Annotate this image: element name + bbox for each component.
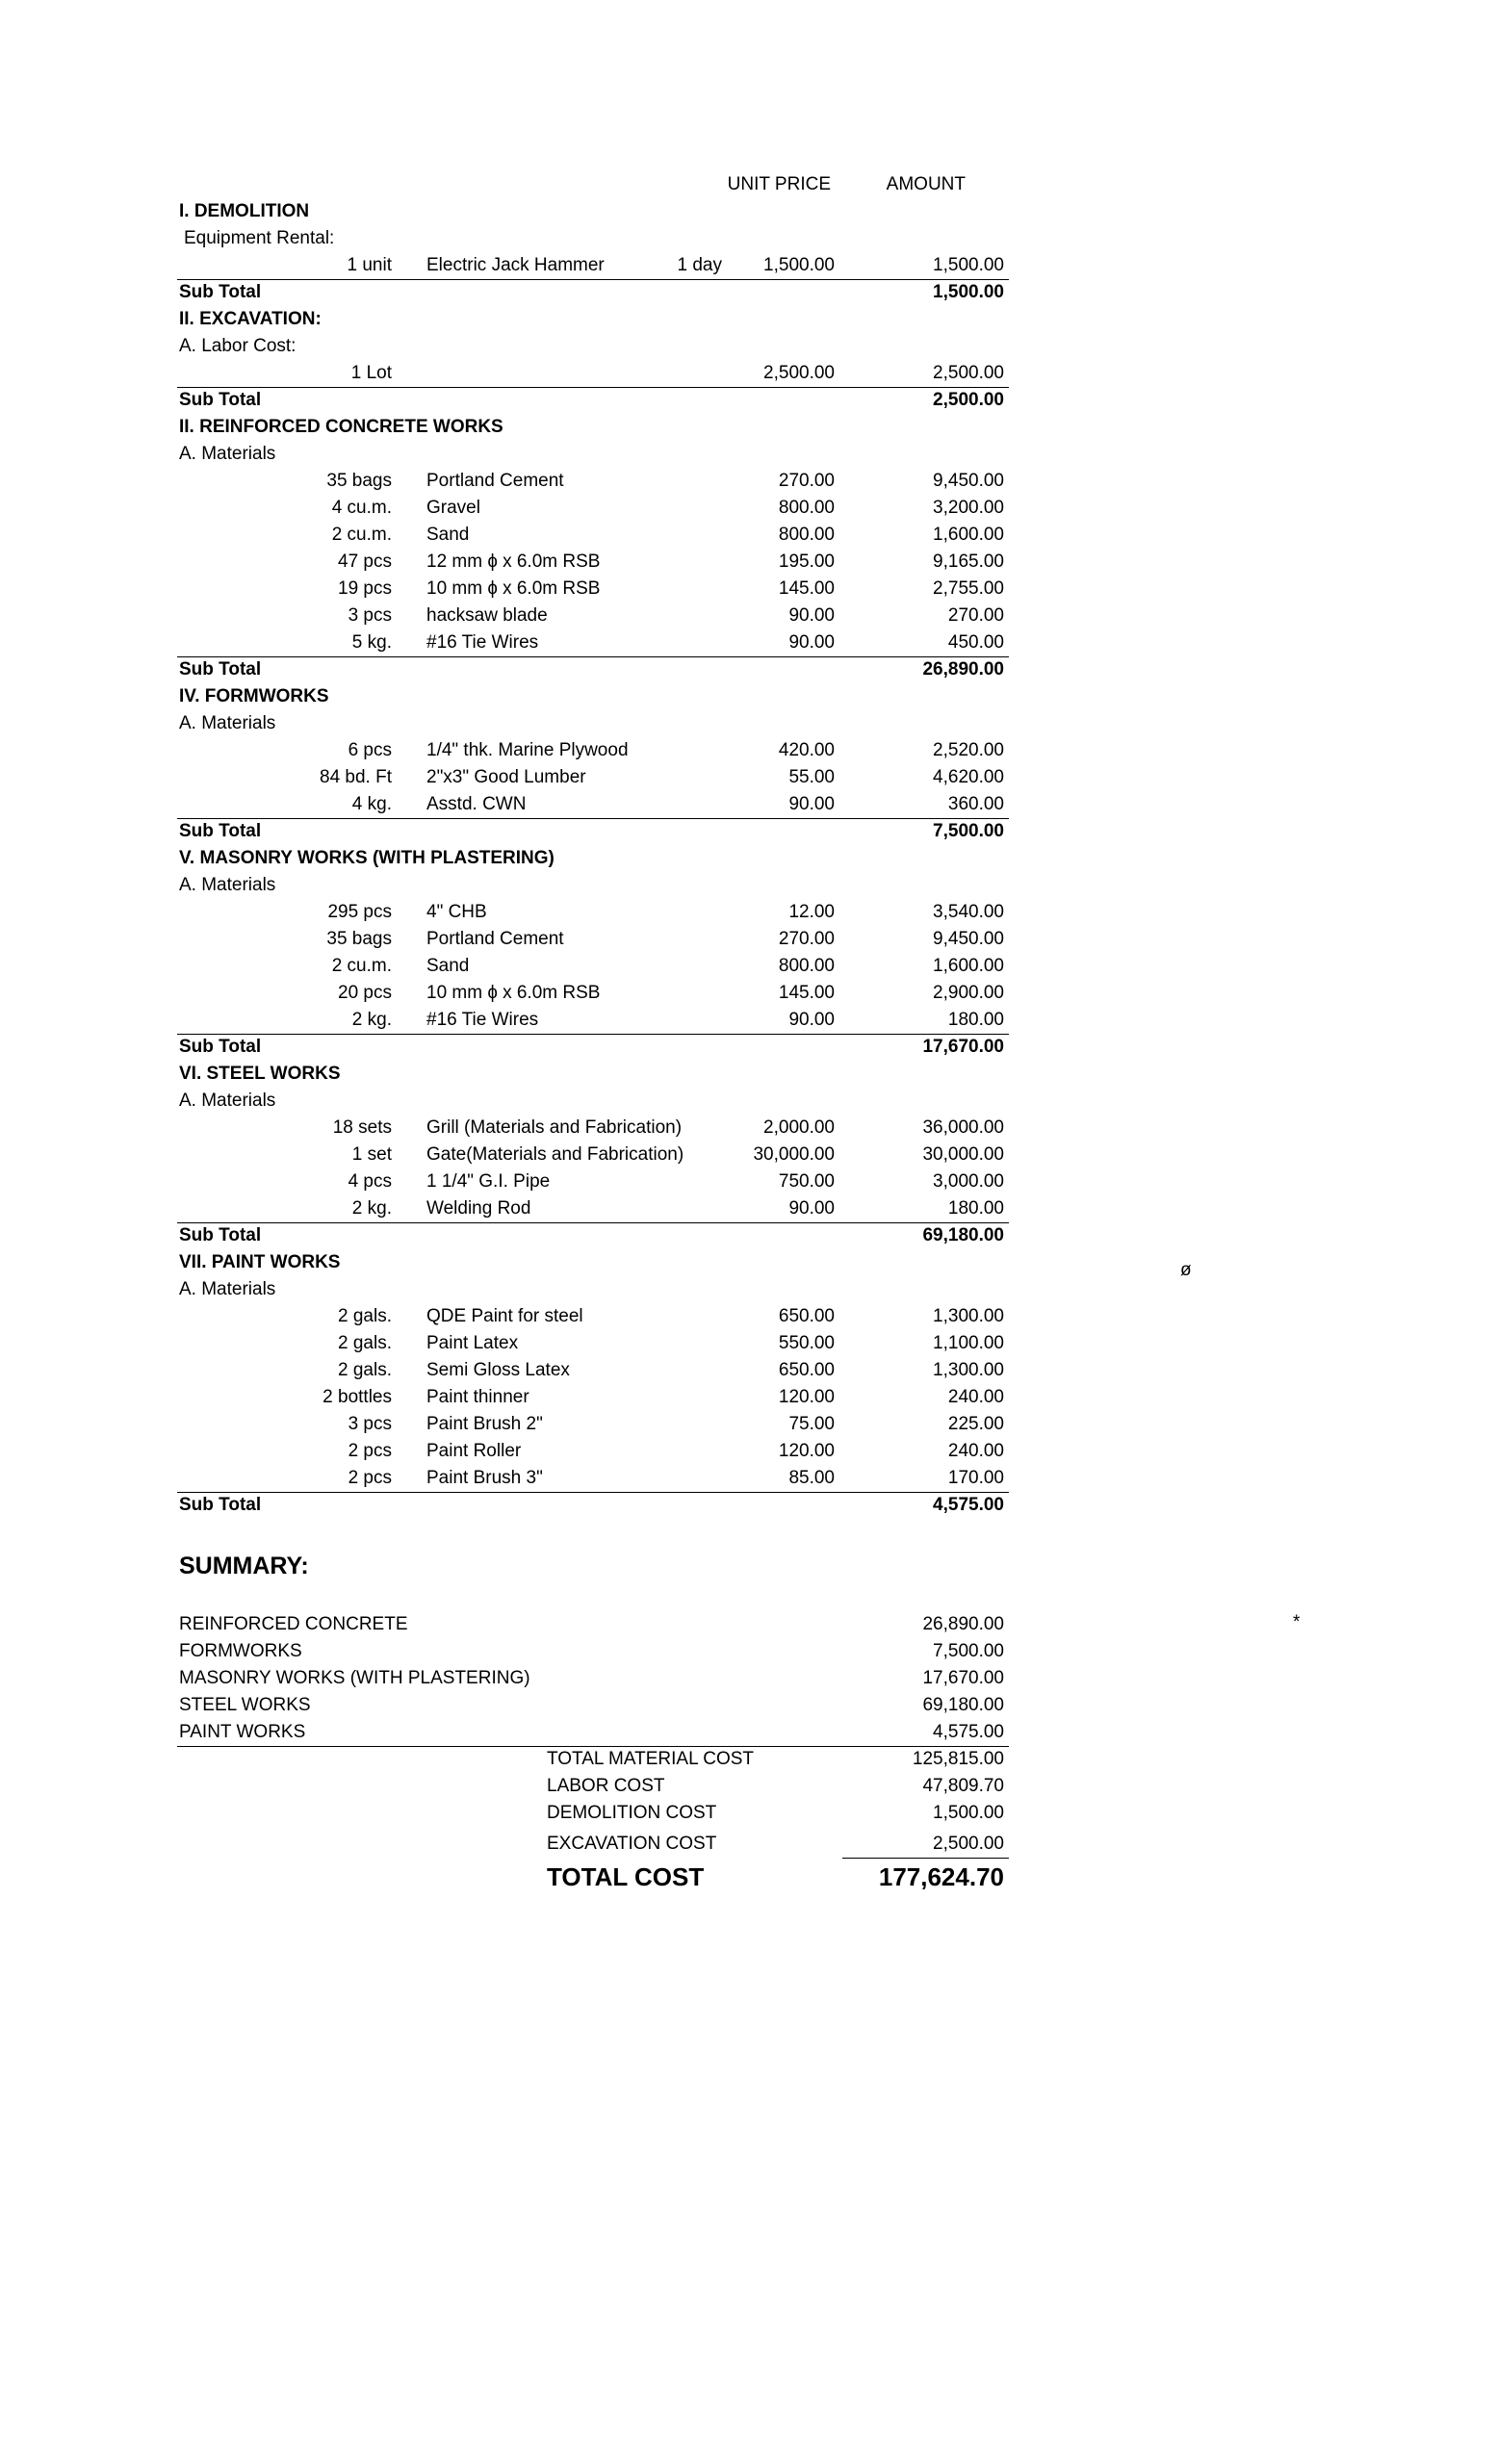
subtotal-label: Sub Total xyxy=(179,1495,262,1515)
item-amount: 9,450.00 xyxy=(933,471,1004,491)
item-quantity: 3 pcs xyxy=(348,1414,392,1434)
item-description: Gravel xyxy=(426,498,480,518)
item-quantity: 35 bags xyxy=(326,929,392,949)
item-unit-price: 30,000.00 xyxy=(753,1144,835,1165)
summary-title: SUMMARY: xyxy=(179,1553,309,1579)
item-amount: 170.00 xyxy=(947,1468,1004,1488)
subtotal-rule xyxy=(177,279,1009,280)
section-subheading: A. Materials xyxy=(179,444,276,464)
section-title: II. REINFORCED CONCRETE WORKS xyxy=(179,417,503,437)
item-amount: 9,165.00 xyxy=(933,552,1004,572)
item-quantity: 19 pcs xyxy=(338,578,392,599)
item-description: Electric Jack Hammer xyxy=(426,255,605,275)
item-unit-price: 55.00 xyxy=(788,767,835,787)
section-subheading: A. Materials xyxy=(179,713,276,733)
item-quantity: 47 pcs xyxy=(338,552,392,572)
item-amount: 1,500.00 xyxy=(933,255,1004,275)
item-unit-price: 90.00 xyxy=(788,632,835,653)
item-quantity: 4 pcs xyxy=(348,1171,392,1192)
section-title: II. EXCAVATION: xyxy=(179,309,322,329)
summary-item-amount: 26,890.00 xyxy=(922,1614,1004,1634)
item-quantity: 2 pcs xyxy=(348,1468,392,1488)
cost-amount: 125,815.00 xyxy=(912,1749,1004,1769)
summary-item-label: FORMWORKS xyxy=(179,1641,302,1661)
item-unit-price: 90.00 xyxy=(788,1010,835,1030)
item-description: #16 Tie Wires xyxy=(426,632,539,653)
cost-label: EXCAVATION COST xyxy=(547,1834,717,1854)
item-description: 1 1/4" G.I. Pipe xyxy=(426,1171,551,1192)
summary-item-amount: 17,670.00 xyxy=(922,1668,1004,1688)
summary-item-amount: 4,575.00 xyxy=(933,1722,1004,1742)
item-amount: 1,300.00 xyxy=(933,1360,1004,1380)
cost-label: DEMOLITION COST xyxy=(547,1803,717,1823)
stray-asterisk-mark: * xyxy=(1293,1612,1301,1632)
section-subheading: Equipment Rental: xyxy=(184,228,335,248)
item-amount: 2,900.00 xyxy=(933,983,1004,1003)
item-description: Paint Roller xyxy=(426,1441,522,1461)
cost-amount: 2,500.00 xyxy=(933,1834,1004,1854)
item-unit-price: 90.00 xyxy=(788,605,835,626)
section-subheading: A. Materials xyxy=(179,875,276,895)
item-quantity: 18 sets xyxy=(332,1117,392,1138)
item-quantity: 35 bags xyxy=(326,471,392,491)
item-description: 10 mm ɸ x 6.0m RSB xyxy=(426,578,601,599)
item-amount: 4,620.00 xyxy=(933,767,1004,787)
item-description: Asstd. CWN xyxy=(426,794,527,814)
item-unit-price: 800.00 xyxy=(778,498,835,518)
item-unit-price: 145.00 xyxy=(778,578,835,599)
item-amount: 450.00 xyxy=(947,632,1004,653)
cost-amount: 1,500.00 xyxy=(933,1803,1004,1823)
item-quantity: 2 gals. xyxy=(338,1360,392,1380)
item-unit-price: 420.00 xyxy=(778,740,835,760)
section-title: VII. PAINT WORKS xyxy=(179,1252,341,1272)
item-description: 1/4" thk. Marine Plywood xyxy=(426,740,629,760)
cost-label: LABOR COST xyxy=(547,1776,665,1796)
subtotal-label: Sub Total xyxy=(179,1037,262,1057)
item-description: 2"x3" Good Lumber xyxy=(426,767,586,787)
subtotal-rule xyxy=(177,1034,1009,1035)
item-description: Grill (Materials and Fabrication) xyxy=(426,1117,683,1138)
item-unit-price: 1,500.00 xyxy=(763,255,835,275)
item-quantity: 1 Lot xyxy=(350,363,392,383)
summary-item-label: REINFORCED CONCRETE xyxy=(179,1614,408,1634)
item-unit-price: 90.00 xyxy=(788,1198,835,1219)
item-amount: 30,000.00 xyxy=(922,1144,1004,1165)
stray-phi-mark: ø xyxy=(1180,1260,1192,1280)
item-unit-price: 85.00 xyxy=(788,1468,835,1488)
subtotal-amount: 2,500.00 xyxy=(933,390,1004,410)
item-amount: 180.00 xyxy=(947,1198,1004,1219)
item-description: Semi Gloss Latex xyxy=(426,1360,570,1380)
section-title: I. DEMOLITION xyxy=(179,201,310,221)
subtotal-rule xyxy=(177,1492,1009,1493)
subtotal-amount: 7,500.00 xyxy=(933,821,1004,841)
item-amount: 360.00 xyxy=(947,794,1004,814)
item-unit-price: 750.00 xyxy=(778,1171,835,1192)
item-quantity: 6 pcs xyxy=(348,740,392,760)
item-description: Sand xyxy=(426,956,470,976)
item-unit-price: 2,500.00 xyxy=(763,363,835,383)
item-amount: 2,520.00 xyxy=(933,740,1004,760)
item-description: #16 Tie Wires xyxy=(426,1010,539,1030)
cost-label: TOTAL MATERIAL COST xyxy=(547,1749,755,1769)
item-unit-price: 650.00 xyxy=(778,1360,835,1380)
item-unit-price: 12.00 xyxy=(788,902,835,922)
item-amount: 3,200.00 xyxy=(933,498,1004,518)
item-quantity: 1 unit xyxy=(347,255,392,275)
summary-item-label: STEEL WORKS xyxy=(179,1695,311,1715)
subtotal-amount: 4,575.00 xyxy=(933,1495,1004,1515)
item-quantity: 295 pcs xyxy=(327,902,392,922)
item-amount: 270.00 xyxy=(947,605,1004,626)
item-description: Paint Brush 2" xyxy=(426,1414,543,1434)
item-description: QDE Paint for steel xyxy=(426,1306,583,1326)
item-amount: 1,600.00 xyxy=(933,525,1004,545)
summary-rule xyxy=(177,1746,1009,1747)
item-unit-price: 550.00 xyxy=(778,1333,835,1353)
item-quantity: 5 kg. xyxy=(351,632,392,653)
item-unit-price: 270.00 xyxy=(778,471,835,491)
item-unit-price: 75.00 xyxy=(788,1414,835,1434)
item-quantity: 2 gals. xyxy=(338,1333,392,1353)
section-subheading: A. Materials xyxy=(179,1091,276,1111)
item-description: Gate(Materials and Fabrication) xyxy=(426,1144,684,1165)
item-quantity: 2 pcs xyxy=(348,1441,392,1461)
subtotal-label: Sub Total xyxy=(179,659,262,680)
item-quantity: 84 bd. Ft xyxy=(320,767,392,787)
item-amount: 240.00 xyxy=(947,1387,1004,1407)
section-subheading: A. Labor Cost: xyxy=(179,336,297,356)
item-amount: 240.00 xyxy=(947,1441,1004,1461)
summary-item-amount: 69,180.00 xyxy=(922,1695,1004,1715)
item-description: 10 mm ɸ x 6.0m RSB xyxy=(426,983,601,1003)
unit-price-header: UNIT PRICE xyxy=(727,174,831,194)
item-amount: 2,500.00 xyxy=(933,363,1004,383)
item-description: hacksaw blade xyxy=(426,605,548,626)
item-quantity: 2 gals. xyxy=(338,1306,392,1326)
item-unit-price: 90.00 xyxy=(788,794,835,814)
subtotal-rule xyxy=(177,387,1009,388)
subtotal-rule xyxy=(177,1222,1009,1223)
item-quantity: 2 bottles xyxy=(322,1387,392,1407)
item-quantity: 20 pcs xyxy=(338,983,392,1003)
subtotal-label: Sub Total xyxy=(179,821,262,841)
summary-item-amount: 7,500.00 xyxy=(933,1641,1004,1661)
item-unit-price: 800.00 xyxy=(778,525,835,545)
item-quantity: 3 pcs xyxy=(348,605,392,626)
subtotal-rule xyxy=(177,656,1009,657)
section-title: VI. STEEL WORKS xyxy=(179,1064,341,1084)
item-amount: 9,450.00 xyxy=(933,929,1004,949)
subtotal-label: Sub Total xyxy=(179,390,262,410)
section-subheading: A. Materials xyxy=(179,1279,276,1299)
excavation-underline xyxy=(842,1858,1009,1859)
amount-header: AMOUNT xyxy=(886,174,966,194)
item-description: Portland Cement xyxy=(426,471,564,491)
total-cost-amount: 177,624.70 xyxy=(878,1862,1004,1891)
item-quantity: 2 cu.m. xyxy=(331,956,392,976)
item-unit-price: 120.00 xyxy=(778,1387,835,1407)
subtotal-amount: 26,890.00 xyxy=(922,659,1004,680)
item-unit-price: 800.00 xyxy=(778,956,835,976)
item-quantity: 2 kg. xyxy=(351,1198,392,1219)
item-amount: 1,300.00 xyxy=(933,1306,1004,1326)
item-unit-price: 120.00 xyxy=(778,1441,835,1461)
section-title: V. MASONRY WORKS (WITH PLASTERING) xyxy=(179,848,555,868)
cost-amount: 47,809.70 xyxy=(922,1776,1004,1796)
subtotal-amount: 1,500.00 xyxy=(933,282,1004,302)
subtotal-rule xyxy=(177,818,1009,819)
subtotal-amount: 69,180.00 xyxy=(922,1225,1004,1245)
item-amount: 3,000.00 xyxy=(933,1171,1004,1192)
item-amount: 180.00 xyxy=(947,1010,1004,1030)
summary-item-label: MASONRY WORKS (WITH PLASTERING) xyxy=(179,1668,530,1688)
subtotal-amount: 17,670.00 xyxy=(922,1037,1004,1057)
item-unit-price: 145.00 xyxy=(778,983,835,1003)
subtotal-label: Sub Total xyxy=(179,1225,262,1245)
item-quantity: 2 kg. xyxy=(351,1010,392,1030)
item-unit-price: 2,000.00 xyxy=(763,1117,835,1138)
item-description: 4" CHB xyxy=(426,902,487,922)
summary-item-label: PAINT WORKS xyxy=(179,1722,306,1742)
item-unit-price: 650.00 xyxy=(778,1306,835,1326)
subtotal-label: Sub Total xyxy=(179,282,262,302)
item-unit-price: 270.00 xyxy=(778,929,835,949)
item-description: Paint Brush 3" xyxy=(426,1468,543,1488)
item-amount: 225.00 xyxy=(947,1414,1004,1434)
total-cost-label: TOTAL COST xyxy=(547,1862,705,1891)
item-description: 12 mm ɸ x 6.0m RSB xyxy=(426,552,601,572)
item-quantity: 2 cu.m. xyxy=(331,525,392,545)
item-amount: 1,600.00 xyxy=(933,956,1004,976)
item-description: Paint thinner xyxy=(426,1387,529,1407)
item-quantity: 4 kg. xyxy=(351,794,392,814)
item-amount: 3,540.00 xyxy=(933,902,1004,922)
item-description: Sand xyxy=(426,525,470,545)
item-quantity: 4 cu.m. xyxy=(331,498,392,518)
item-amount: 2,755.00 xyxy=(933,578,1004,599)
item-amount: 36,000.00 xyxy=(922,1117,1004,1138)
item-duration: 1 day xyxy=(677,255,722,275)
item-quantity: 1 set xyxy=(351,1144,392,1165)
section-title: IV. FORMWORKS xyxy=(179,686,329,706)
item-description: Portland Cement xyxy=(426,929,564,949)
item-description: Welding Rod xyxy=(426,1198,531,1219)
item-description: Paint Latex xyxy=(426,1333,519,1353)
item-amount: 1,100.00 xyxy=(933,1333,1004,1353)
item-unit-price: 195.00 xyxy=(778,552,835,572)
